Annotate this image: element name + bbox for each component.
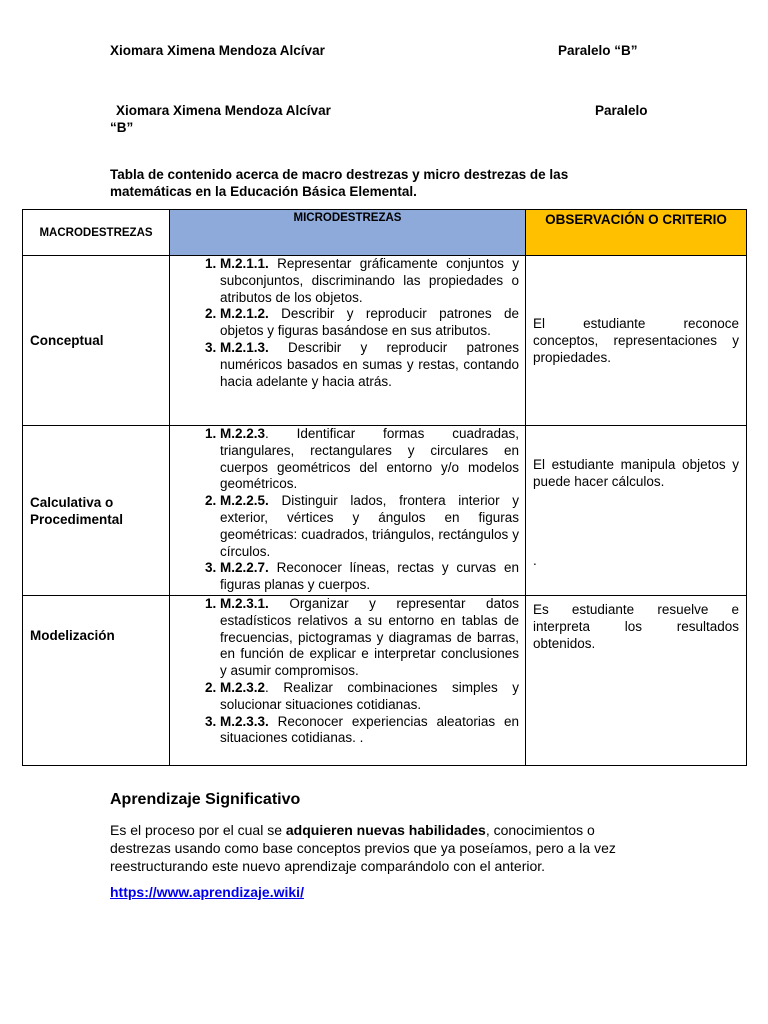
skill-text: Reconocer líneas, rectas y curvas en figuras planas y cuerpos. — [220, 560, 519, 593]
paralelo-label: Paralelo “B” — [558, 43, 638, 58]
list-item — [220, 680, 519, 714]
list-item — [220, 426, 519, 493]
header-macro: MACRODESTREZAS — [23, 210, 170, 256]
skill-text: Describir y reproducir patrones de objetos y figuras basándose en sus atributos. — [220, 306, 519, 339]
skill-text: Reconocer experiencias aleatorias en situaciones cotidianas. . — [220, 713, 519, 746]
micro-list — [170, 256, 525, 390]
table-row — [23, 256, 747, 426]
table-row — [23, 426, 747, 596]
list-item — [220, 306, 519, 340]
skill-code: M.2.3.1. — [220, 596, 269, 611]
skill-text: . Realizar combinaciones simples y solucionar situaciones cotidianas. — [220, 679, 519, 712]
list-item — [220, 340, 519, 390]
observation-cell — [526, 596, 747, 766]
reference-link[interactable]: https://www.aprendizaje.wiki/ — [110, 884, 304, 900]
skill-text: Organizar y representar datos estadísticos relativos a su entorno en tablas de frecuencias, pictogramas y diagramas de barras, en función de explicar e interpretar conclusiones y asumir compromisos. — [220, 596, 519, 679]
table-header-row — [23, 210, 747, 256]
paragraph-text-end: , conocimientos o destrezas usando como base conceptos previos que ya poseíamos, pero a la vez reestructurando este nuevo aprendizaje comparándolo con el anterior. — [110, 822, 616, 874]
paralelo-letter-repeat: “B” — [110, 120, 134, 135]
row-label: Conceptual — [23, 256, 170, 426]
skill-code: M.2.2.7. — [220, 560, 269, 576]
skills-table — [22, 209, 747, 766]
skill-code: M.2.2.5. — [220, 493, 269, 509]
observation-cell — [526, 256, 747, 426]
table-row — [23, 596, 747, 766]
skill-code: M.2.1.1. — [220, 256, 269, 271]
list-item — [220, 596, 519, 680]
observation-text: El estudiante manipula objetos y puede hacer cálculos. — [533, 457, 739, 489]
micro-cell — [170, 256, 526, 426]
header-micro: MICRODESTREZAS — [170, 210, 526, 256]
skill-text: Describir y reproducir patrones numéricos basados en sumas y restas, contando hacia adelante y hacia atrás. — [220, 339, 519, 389]
section-paragraph — [110, 821, 658, 875]
list-item — [220, 493, 519, 560]
section-title: Aprendizaje Significativo — [110, 791, 301, 808]
micro-cell — [170, 426, 526, 596]
paralelo-label-repeat: Paralelo — [595, 103, 648, 118]
table-caption: Tabla de contenido acerca de macro destrezas y micro destrezas de las matemáticas en la Educación Básica Elemental. — [110, 167, 569, 199]
row-label: Modelización — [23, 596, 170, 766]
skill-text: Representar gráficamente conjuntos y subconjuntos, discriminando las propiedades o atributos de los objetos. — [220, 256, 519, 305]
observation-text: Es estudiante resuelve e interpreta los resultados obtenidos. — [533, 602, 739, 651]
header-observation — [526, 210, 747, 256]
skill-code: M.2.1.2. — [220, 306, 269, 322]
student-name: Xiomara Ximena Mendoza Alcívar — [110, 43, 325, 58]
list-item — [220, 256, 519, 306]
row-label: Calculativa o Procedimental — [23, 426, 170, 596]
skill-code: M.2.3.2 — [220, 679, 266, 695]
observation-text: El estudiante reconoce conceptos, representaciones y propiedades. — [533, 316, 739, 365]
header-observation-text: OBSERVACIÓN O CRITERIO — [545, 212, 727, 227]
skill-code: M.2.3.3. — [220, 713, 269, 729]
skill-code: M.2.1.3. — [220, 339, 269, 355]
list-item — [220, 714, 519, 748]
list-item — [220, 560, 519, 594]
observation-extra: . — [533, 553, 537, 568]
micro-cell — [170, 596, 526, 766]
skill-code: M.2.2.3 — [220, 426, 266, 441]
student-name-repeat: Xiomara Ximena Mendoza Alcívar — [116, 103, 331, 118]
observation-cell — [526, 426, 747, 596]
skill-text: . Identificar formas cuadradas, triangulares, rectangulares y circulares en cuerpos geométricos del entorno y/o modelos geométricos. — [220, 426, 519, 492]
skill-text: Distinguir lados, frontera interior y exterior, vértices y ángulos en figuras geométricas: cuadrados, triángulos, rectángulos y círculos. — [220, 493, 519, 559]
micro-list — [170, 426, 525, 594]
paragraph-text-start: Es el proceso por el cual se — [110, 822, 286, 838]
paragraph-bold-text: adquieren nuevas habilidades — [285, 822, 486, 838]
micro-list — [170, 596, 525, 747]
